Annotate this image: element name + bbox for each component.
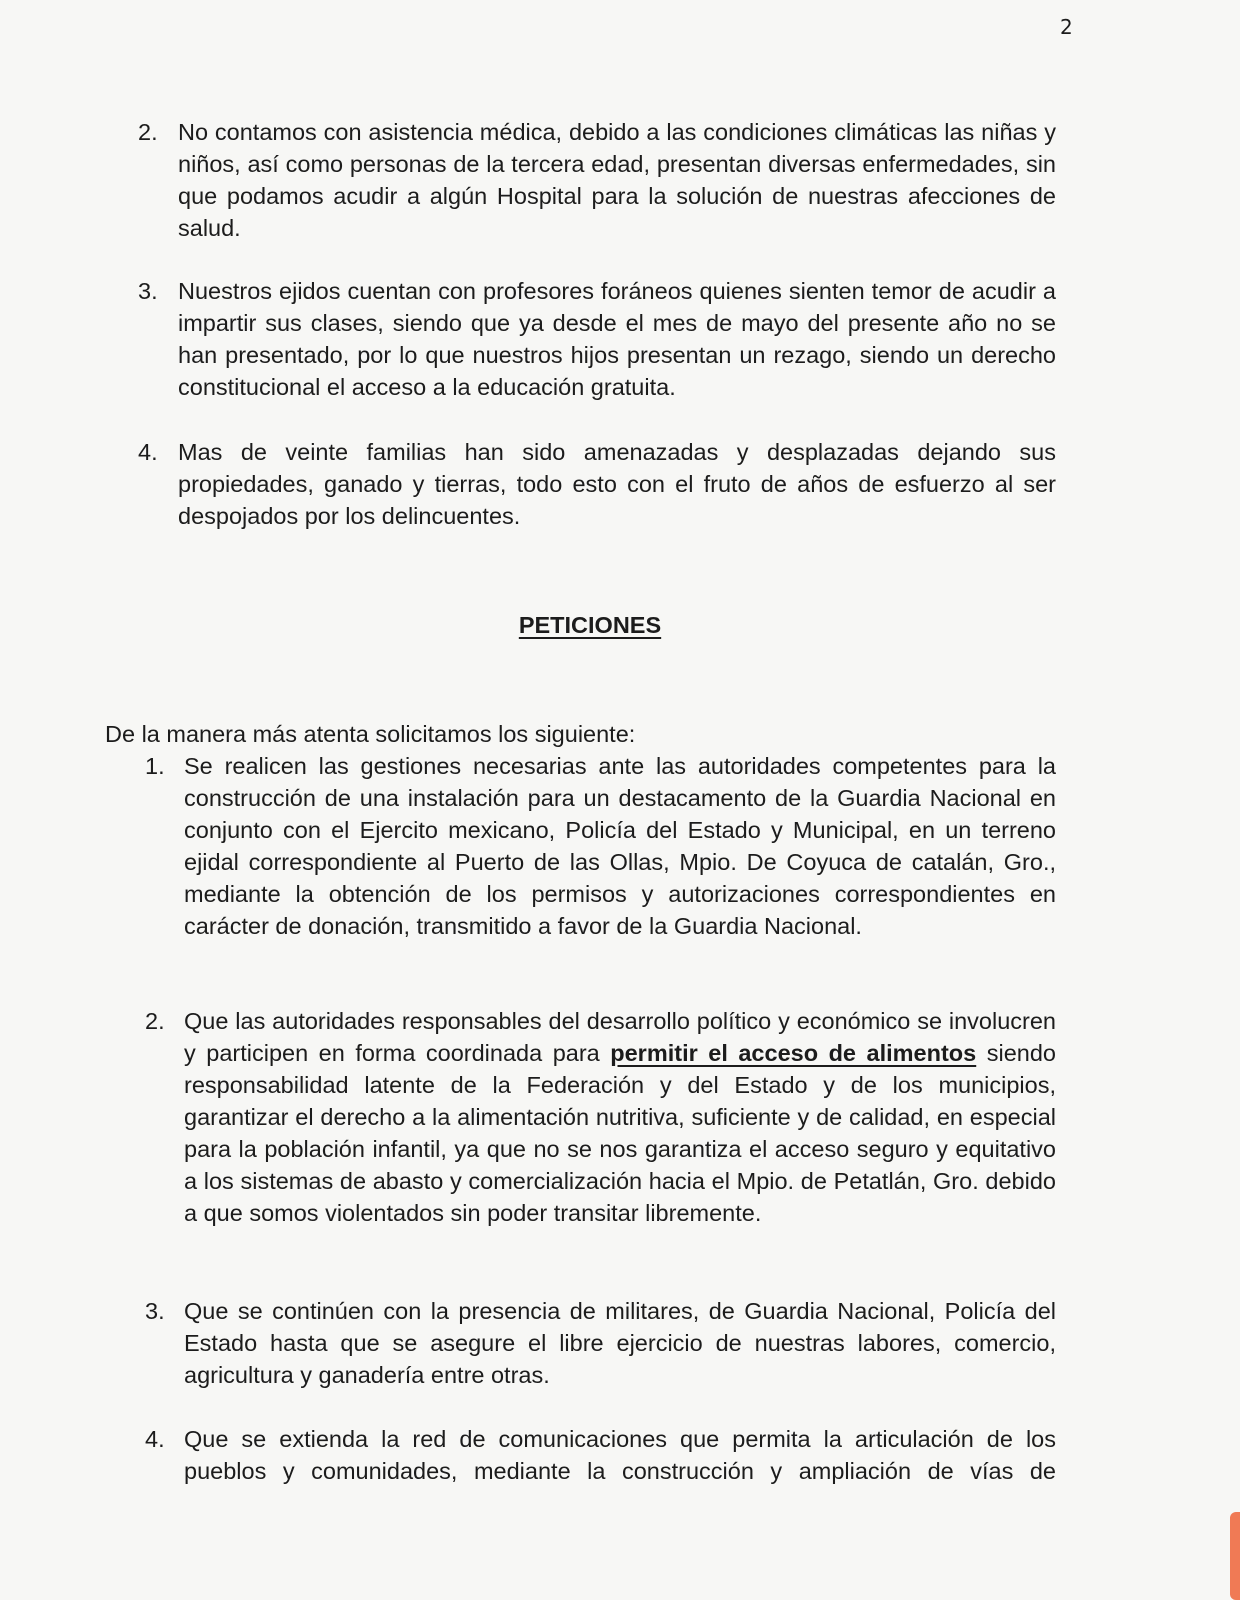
- petition-text: [184, 1005, 1056, 1229]
- intro-text: De la manera más atenta solicitamos los siguiente:: [105, 721, 636, 747]
- petition-emphasis: permitir el acceso de alimentos: [610, 1040, 977, 1066]
- scan-edge-mark: [1230, 1512, 1240, 1600]
- petition-number: 3.: [145, 1298, 165, 1324]
- petition-text: Que se continúen con la presencia de militares, de Guardia Nacional, Policía del Estado hasta que se asegure el libre ejercicio de nuestras labores, comercio, agricultura y ganadería entre otras.: [184, 1298, 1056, 1388]
- list-item-text: Mas de veinte familias han sido amenazadas y desplazadas dejando sus propiedades, ganado y tierras, todo esto con el fruto de años de esfuerzo al ser despojados por los delincuentes.: [178, 439, 1056, 529]
- list-item-text: No contamos con asistencia médica, debido a las condiciones climáticas las niñas y niños, así como personas de la tercera edad, presentan diversas enfermedades, sin que podamos acudir a algún Hospital para la solución de nuestras afecciones de salud.: [178, 119, 1056, 241]
- petition-text-after: siendo responsabilidad latente de la Federación y del Estado y de los municipios, garantizar el derecho a la alimentación nutritiva, suficiente y de calidad, en especial para la población infantil, ya que no se nos garantiza el acceso seguro y equitativo a los sistemas de abasto y comercialización hacia el Mpio. de Petatlán, Gro. debido a que somos violentados sin poder transitar libremente.: [184, 1040, 1056, 1226]
- petition-number: 4.: [145, 1426, 165, 1452]
- petition-text: Que se extienda la red de comunicaciones que permita la articulación de los pueblos y comunidades, mediante la construcción y ampliación de vías de: [184, 1426, 1056, 1484]
- petition-number: 1.: [145, 753, 165, 779]
- list-item-text: Nuestros ejidos cuentan con profesores foráneos quienes sienten temor de acudir a impartir sus clases, siendo que ya desde el mes de mayo del presente año no se han presentado, por lo que nuestros hijos presentan un rezago, siendo un derecho constitucional el acceso a la educación gratuita.: [178, 278, 1056, 400]
- petition-number: 2.: [145, 1008, 165, 1034]
- list-item-number: 2.: [138, 119, 158, 145]
- page-number: 2: [1060, 15, 1073, 39]
- section-title: PETICIONES: [518, 612, 662, 638]
- petition-text-before: Que las autoridades responsables del desarrollo político y económico se involucren y participen en forma coordinada para: [184, 1008, 1056, 1066]
- petition-text: Se realicen las gestiones necesarias ante las autoridades competentes para la construcción de una instalación para un destacamento de la Guardia Nacional en conjunto con el Ejercito mexicano, Policía del Estado y Municipal, en un terreno ejidal correspondiente al Puerto de las Ollas, Mpio. De Coyuca de catalán, Gro., mediante la obtención de los permisos y autorizaciones correspondientes en carácter de donación, transmitido a favor de la Guardia Nacional.: [184, 753, 1056, 939]
- list-item-number: 4.: [138, 439, 158, 465]
- list-item-number: 3.: [138, 278, 158, 304]
